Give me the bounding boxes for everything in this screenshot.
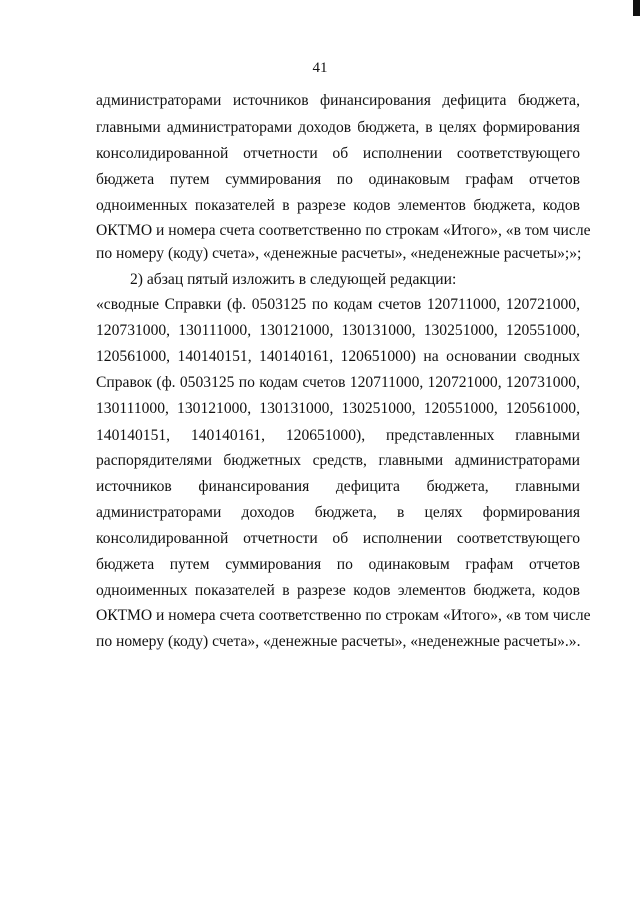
item-2-heading: 2) абзац пятый изложить в следующей редакции: [130,271,457,288]
text-line: консолидированной отчетности об исполнении соответствующего [96,530,580,547]
text-line: ОКТМО и номера счета соответственно по строкам «Итого», «в том числе [96,607,591,624]
text-line: одноименных показателей в разрезе кодов элементов бюджета, кодов [96,197,580,214]
text-line: одноименных показателей в разрезе кодов элементов бюджета, кодов [96,582,580,599]
text-line: консолидированной отчетности об исполнении соответствующего [96,145,580,162]
text-line: источников финансирования дефицита бюджета, главными [96,478,580,495]
text-line: «сводные Справки (ф. 0503125 по кодам счетов 120711000, 120721000, [96,296,580,313]
text-line: по номеру (коду) счета», «денежные расчеты», «неденежные расчеты»;»; [96,245,582,262]
text-line: по номеру (коду) счета», «денежные расчеты», «неденежные расчеты».». [96,633,581,650]
text-line: администраторами источников финансирования дефицита бюджета, [96,92,580,109]
text-line: бюджета путем суммирования по одинаковым графам отчетов [96,556,580,573]
page-number: 41 [312,60,328,76]
scan-edge-mark [633,0,640,16]
text-line: распорядителями бюджетных средств, главными администраторами [96,452,580,469]
text-line: 130111000, 130121000, 130131000, 130251000, 120551000, 120561000, [96,400,580,417]
text-line: 120731000, 130111000, 130121000, 130131000, 130251000, 120551000, [96,322,580,339]
text-line: Справок (ф. 0503125 по кодам счетов 120711000, 120721000, 120731000, [96,374,580,391]
text-line: 120561000, 140140151, 140140161, 120651000) на основании сводных [96,348,580,365]
text-line: главными администраторами доходов бюджета, в целях формирования [96,119,580,136]
text-line: бюджета путем суммирования по одинаковым графам отчетов [96,171,580,188]
text-line: 140140151, 140140161, 120651000), представленных главными [96,427,580,444]
text-line: ОКТМО и номера счета соответственно по строкам «Итого», «в том числе [96,222,591,239]
text-line: администраторами доходов бюджета, в целях формирования [96,504,580,521]
